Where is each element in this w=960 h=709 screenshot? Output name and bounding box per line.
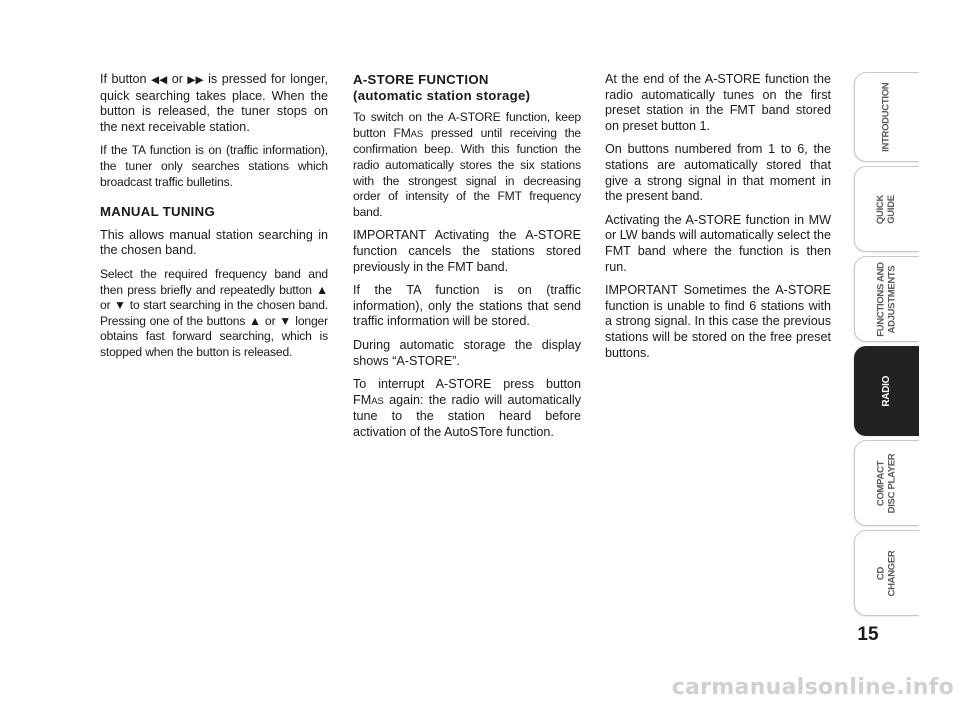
tab-label: RADIO bbox=[880, 375, 892, 407]
paragraph-ta-store: If the TA function is on (traffic information), only the stations that send traffic information will be stored. bbox=[353, 283, 581, 329]
arrow-up-icon: ▲ bbox=[248, 313, 262, 328]
heading-line: A-STORE FUNCTION bbox=[353, 72, 489, 87]
paragraph-mw-lw: Activating the A-STORE function in MW or LW bands will automatically select the FMT band where the function is then run. bbox=[605, 212, 831, 274]
paragraph-manual-intro: This allows manual station searching in the chosen band. bbox=[100, 227, 328, 258]
text-fragment: Select the required frequency band and then press briefly and repeatedly button bbox=[100, 266, 328, 297]
tab-label: CD CHANGER bbox=[875, 550, 897, 596]
tab-radio[interactable] bbox=[854, 346, 919, 436]
heading-line: (automatic station storage) bbox=[353, 87, 531, 103]
text-fragment: To switch on the A-STORE function, keep button FM bbox=[353, 110, 581, 140]
text-column-2 bbox=[353, 72, 581, 448]
as-label: AS bbox=[371, 395, 384, 407]
rewind-icon: ◀◀ bbox=[151, 74, 168, 86]
tab-compact-disc-player[interactable] bbox=[854, 440, 919, 526]
page-number: 15 bbox=[857, 624, 879, 645]
arrow-down-icon: ▼ bbox=[114, 298, 127, 313]
as-label: AS bbox=[410, 128, 424, 140]
paragraph-important-six: IMPORTANT Sometimes the A-STORE function is unable to find 6 stations with a strong signal. In this case the previous stations will be stored on the free preset buttons. bbox=[605, 283, 831, 360]
arrow-down-icon: ▼ bbox=[279, 313, 292, 328]
tab-introduction[interactable] bbox=[854, 72, 919, 162]
watermark: carmanualsonline.info bbox=[671, 674, 954, 700]
text-fragment: pressed until receiving the confirmation beep. With this function the radio automatically stores the six stations with the strongest signal in decreasing order of intensity of the FMT frequency band. bbox=[353, 125, 581, 219]
text-column-3 bbox=[605, 72, 831, 369]
paragraph-manual-steps bbox=[100, 267, 328, 361]
text-fragment: or bbox=[167, 72, 188, 86]
text-fragment: To interrupt A-STORE press button FM bbox=[353, 377, 581, 407]
text-fragment: to start searching in the chosen band. Pressing one of the buttons bbox=[100, 298, 328, 328]
heading-manual-tuning: MANUAL TUNING bbox=[100, 204, 216, 220]
text-column-1 bbox=[100, 72, 328, 369]
tab-label: QUICK GUIDE bbox=[875, 194, 897, 224]
paragraph-display: During automatic storage the display shows “A-STORE”. bbox=[353, 337, 581, 368]
tab-label: INTRODUCTION bbox=[880, 82, 892, 152]
tab-label: COMPACT DISC PLAYER bbox=[875, 453, 897, 513]
paragraph-ta-search: If the TA function is on (traffic information), the tuner only searches stations which broadcast traffic bulletins. bbox=[100, 143, 328, 189]
text-fragment: is pressed for longer, quick searching takes place. When the button is released, the tuner stops on the next receivable station. bbox=[100, 72, 329, 134]
text-fragment: again: the radio will automatically tune to the station heard before activation of the AutoSTore function. bbox=[353, 392, 581, 439]
heading-a-store bbox=[353, 72, 581, 103]
text-fragment: or bbox=[261, 313, 280, 328]
tab-cd-changer[interactable] bbox=[854, 530, 919, 616]
paragraph-end-of-store: At the end of the A-STORE function the radio automatically tunes on the first preset station in the FMT band stored on preset button 1. bbox=[605, 72, 831, 133]
arrow-up-icon: ▲ bbox=[316, 282, 328, 297]
tab-quick-guide[interactable] bbox=[854, 166, 919, 252]
fast-forward-icon: ▶▶ bbox=[187, 74, 204, 86]
tab-label: FUNCTIONS AND ADJUSTMENTS bbox=[875, 261, 898, 337]
text-fragment: If button bbox=[100, 72, 152, 86]
paragraph-quick-search bbox=[100, 72, 328, 135]
paragraph-interrupt bbox=[353, 377, 581, 440]
paragraph-buttons-1-6: On buttons numbered from 1 to 6, the stations are automatically stored that give a strong signal in that moment in the present band. bbox=[605, 142, 831, 204]
paragraph-important-cancel: IMPORTANT Activating the A-STORE function cancels the stations stored previously in the FMT band. bbox=[353, 228, 581, 274]
paragraph-a-store-activate bbox=[353, 110, 581, 220]
text-fragment: or bbox=[100, 298, 115, 313]
tab-functions-and-adjustments[interactable] bbox=[854, 256, 919, 342]
text-fragment: longer obtains fast forward searching, which is stopped when the button is released. bbox=[100, 313, 329, 359]
